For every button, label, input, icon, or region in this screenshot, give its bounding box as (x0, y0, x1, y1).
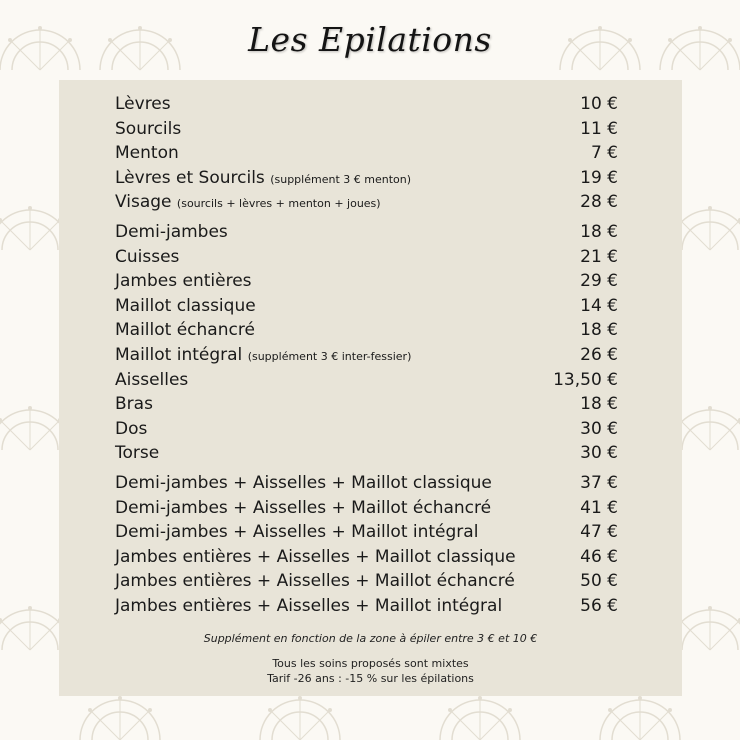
service-price: 10 € (580, 94, 618, 114)
service-label (115, 220, 228, 244)
service-label (115, 545, 516, 569)
price-row (115, 471, 618, 496)
service-price: 14 € (580, 295, 618, 316)
service-price: 29 € (580, 271, 618, 292)
service-name: Demi-jambes + Aisselles + Maillot classique (115, 472, 492, 493)
service-label (115, 190, 381, 216)
service-name: Jambes entières (115, 271, 252, 292)
service-price: 30 € (580, 443, 618, 464)
service-name: Bras (115, 394, 153, 415)
price-row (115, 294, 618, 319)
service-name: Maillot classique (115, 295, 256, 316)
service-price: 50 € (580, 571, 618, 592)
price-row (115, 545, 618, 570)
service-price: 30 € (580, 418, 618, 439)
price-row (115, 318, 618, 343)
price-row (115, 166, 618, 191)
service-label (115, 441, 159, 465)
info-line-mixed: Tous les soins proposés sont mixtes (272, 657, 469, 670)
service-name: Aisselles (115, 369, 189, 390)
service-label (115, 117, 181, 141)
service-label (115, 368, 188, 392)
service-name: Lèvres et Sourcils (115, 167, 265, 188)
service-name: Cuisses (115, 246, 180, 267)
supplement-note: Supplément en fonction de la zone à épiler entre 3 € et 10 € (203, 632, 538, 645)
service-price: 13,50 € (553, 369, 618, 390)
service-name: Dos (115, 418, 148, 439)
service-name: Torse (115, 443, 160, 464)
price-row (115, 594, 618, 619)
service-name: Jambes entières + Aisselles + Maillot classique (115, 546, 516, 567)
service-name: Maillot échancré (115, 320, 255, 341)
price-row (115, 392, 618, 417)
price-row (115, 220, 618, 245)
price-row (115, 245, 618, 270)
service-name: Sourcils (115, 118, 182, 139)
price-row (115, 496, 618, 521)
service-label (115, 392, 153, 416)
service-price: 19 € (580, 167, 618, 188)
price-panel (59, 80, 682, 696)
service-price: 26 € (580, 344, 618, 365)
service-price: 18 € (580, 394, 618, 415)
service-label (115, 166, 411, 192)
service-name: Maillot intégral (115, 344, 243, 365)
service-price: 18 € (580, 320, 618, 341)
service-label (115, 269, 252, 293)
service-name: Lèvres (115, 94, 171, 114)
service-price: 47 € (580, 522, 618, 543)
service-name: Visage (115, 192, 172, 213)
info-block (59, 656, 682, 686)
service-note: (sourcils + lèvres + menton + joues) (176, 197, 381, 211)
service-name: Jambes entières + Aisselles + Maillot intégral (115, 595, 503, 616)
service-price: 18 € (580, 221, 618, 242)
price-row (115, 269, 618, 294)
service-price: 46 € (580, 546, 618, 567)
info-line-discount: Tarif -26 ans : -15 % sur les épilations (267, 672, 474, 685)
service-price: 7 € (590, 143, 618, 164)
price-row (115, 190, 618, 215)
page-title: Les Epilations (248, 20, 492, 59)
price-row (115, 92, 618, 117)
price-row (115, 569, 618, 594)
price-row (115, 141, 618, 166)
price-row (115, 117, 618, 142)
service-label (115, 245, 179, 269)
service-name: Menton (115, 143, 179, 164)
service-price: 37 € (580, 472, 618, 493)
service-price: 11 € (580, 118, 618, 139)
price-row (115, 520, 618, 545)
service-label (115, 294, 256, 318)
service-price: 21 € (580, 246, 618, 267)
service-label (115, 92, 171, 116)
service-note: (supplément 3 € inter-fessier) (247, 349, 412, 363)
service-label (115, 496, 491, 520)
price-row (115, 368, 618, 393)
price-row (115, 417, 618, 442)
service-name: Demi-jambes + Aisselles + Maillot intégral (115, 522, 479, 543)
service-name: Demi-jambes + Aisselles + Maillot échancré (115, 497, 492, 518)
price-list (115, 92, 618, 618)
service-name: Jambes entières + Aisselles + Maillot échancré (115, 571, 515, 592)
service-label (115, 569, 515, 593)
service-label (115, 417, 147, 441)
service-note: (supplément 3 € menton) (270, 172, 412, 186)
service-label (115, 594, 502, 618)
service-label (115, 520, 478, 544)
service-label (115, 471, 492, 495)
service-price: 41 € (580, 497, 618, 518)
service-price: 28 € (580, 192, 618, 213)
service-price: 56 € (580, 595, 618, 616)
service-label (115, 318, 255, 342)
service-label (115, 343, 411, 369)
service-label (115, 141, 179, 165)
service-name: Demi-jambes (115, 221, 228, 242)
price-row (115, 343, 618, 368)
price-row (115, 441, 618, 466)
